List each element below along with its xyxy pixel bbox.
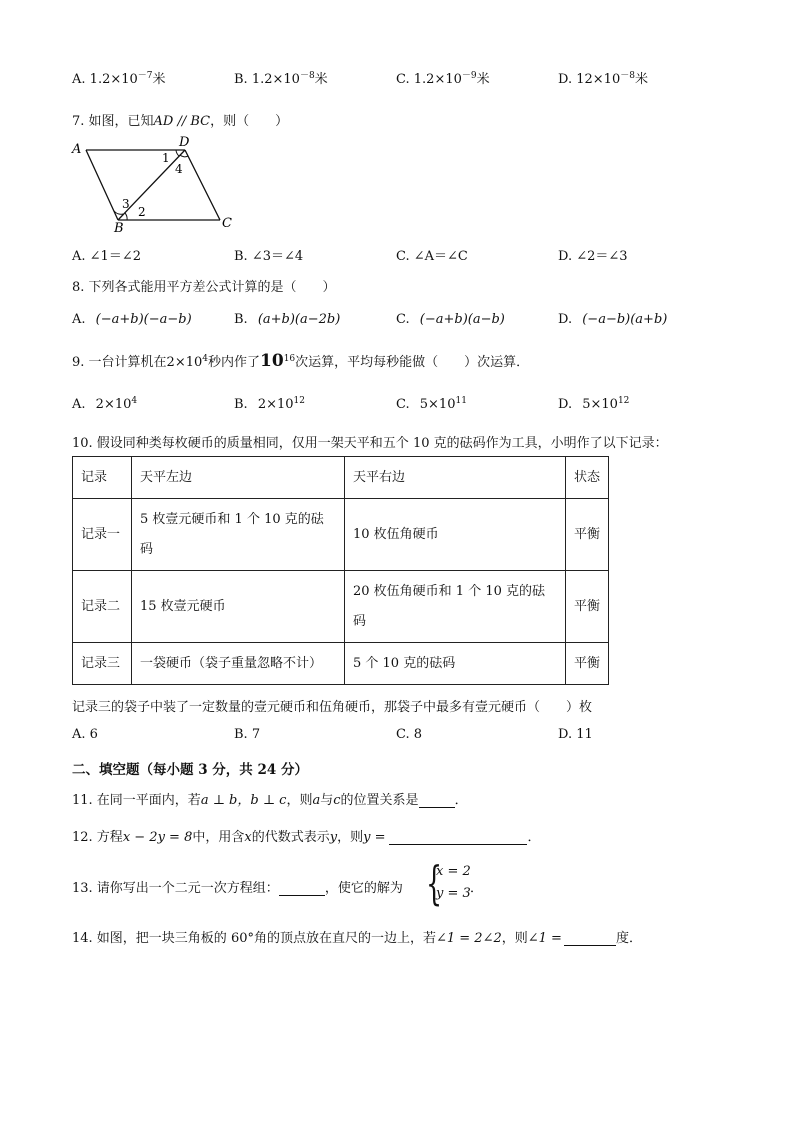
table-cell: 15 枚壹元硬币 <box>132 571 345 643</box>
table-row <box>73 499 609 571</box>
question-11 <box>72 789 468 808</box>
question-text: 7. 如图，已知 <box>72 114 154 129</box>
question-text: 的位置关系是 <box>340 793 419 808</box>
question-text: 13. 请你写出一个二元一次方程组： <box>72 881 279 896</box>
exponent: 11 <box>455 396 467 406</box>
line-ab <box>86 150 118 220</box>
option-d[interactable] <box>558 396 629 412</box>
option-value: 1.2×10 <box>413 72 462 87</box>
table-cell: 平衡 <box>566 571 609 643</box>
unit: 米 <box>634 72 648 87</box>
exponent: －9 <box>461 71 477 81</box>
question-7 <box>72 110 288 129</box>
option-letter: D. <box>558 312 573 327</box>
angle-arc-4 <box>180 155 188 157</box>
math-expression: x − 2y = 8 <box>122 830 193 845</box>
table-cell: 10 枚伍角硬币 <box>345 499 566 571</box>
angle-label-3: 3 <box>122 197 130 211</box>
option-c[interactable] <box>396 312 505 327</box>
question-text: 秒内作了 <box>208 355 261 370</box>
table-header-cell: 状态 <box>566 457 609 499</box>
answer-blank[interactable] <box>389 830 527 845</box>
question-8: 8. 下列各式能用平方差公式计算的是（ ） <box>72 280 336 295</box>
exponent: 16 <box>283 354 296 364</box>
math-expression: y = <box>363 830 386 845</box>
table-header-row <box>73 457 609 499</box>
option-expression: (a+b)(a−2b) <box>257 312 341 327</box>
option-c[interactable]: C. ∠A＝∠C <box>396 249 468 264</box>
math-expression: ∠1 = <box>527 931 562 946</box>
label-a: A <box>72 142 82 157</box>
question-text: 11. 在同一平面内，若 <box>72 793 201 808</box>
unit: 米 <box>476 72 490 87</box>
option-a[interactable] <box>72 312 192 327</box>
solution-system <box>426 856 476 910</box>
table-cell: 记录二 <box>73 571 132 643</box>
option-letter: D. <box>558 72 573 87</box>
exponent: 12 <box>617 396 630 406</box>
section-heading: 二、填空题（每小题 3 分，共 24 分） <box>72 762 308 778</box>
option-letter: C. <box>396 72 410 87</box>
option-value: 12×10 <box>576 72 621 87</box>
angle-arc-2 <box>125 213 127 220</box>
option-expression: (−a+b)(−a−b) <box>95 312 192 327</box>
question-9 <box>72 351 529 371</box>
option-a[interactable] <box>72 68 166 87</box>
option-b[interactable] <box>234 396 305 412</box>
table-header-cell: 天平右边 <box>345 457 566 499</box>
option-b[interactable]: B. 7 <box>234 727 261 742</box>
question-text: ，使它的解为 <box>324 881 403 896</box>
table-cell: 20 枚伍角硬币和 1 个 10 克的砝码 <box>345 571 566 643</box>
option-c[interactable] <box>396 396 467 412</box>
option-d[interactable] <box>558 68 648 87</box>
question-text: ，则 <box>337 830 364 845</box>
option-c[interactable]: C. 8 <box>396 727 423 742</box>
angle-arc-1 <box>176 150 179 156</box>
angle-label-1: 1 <box>162 151 170 165</box>
table-header-cell: 记录 <box>73 457 132 499</box>
table-cell: 一袋硬币（袋子重量忽略不计） <box>132 643 345 685</box>
option-expression: (−a−b)(a+b) <box>582 312 668 327</box>
option-a[interactable] <box>72 396 137 412</box>
option-a[interactable]: A. ∠1＝∠2 <box>72 249 141 264</box>
option-value: 2×10 <box>257 397 294 412</box>
question-13 <box>72 877 403 896</box>
option-expression: (−a+b)(a−b) <box>419 312 505 327</box>
question-text-tail: ，则（ ） <box>210 114 289 129</box>
option-d[interactable]: D. 11 <box>558 727 593 742</box>
exponent: －7 <box>137 71 153 81</box>
parallelogram-figure <box>70 134 245 236</box>
question-text: 与 <box>320 793 334 808</box>
question-text: ，则 <box>286 793 313 808</box>
math-value: 2×10 <box>166 355 203 370</box>
question-text: ，则 <box>501 931 528 946</box>
math-expression: a ⊥ b，b ⊥ c <box>200 793 287 808</box>
math-variable: a <box>312 793 321 808</box>
angle-label-4: 4 <box>175 162 183 176</box>
option-letter: D. <box>558 397 573 412</box>
math-value: 10 <box>260 351 284 371</box>
table-cell: 记录一 <box>73 499 132 571</box>
option-c[interactable] <box>396 68 490 87</box>
option-letter: A. <box>72 397 86 412</box>
angle-label-2: 2 <box>138 205 146 219</box>
exponent: －8 <box>299 71 315 81</box>
math-expression: ∠1 = 2∠2 <box>435 931 502 946</box>
table-cell: 平衡 <box>566 499 609 571</box>
answer-blank[interactable] <box>564 931 616 946</box>
label-b: B <box>114 221 124 236</box>
option-letter: C. <box>396 397 410 412</box>
question-12 <box>72 826 541 845</box>
label-d: D <box>179 135 190 150</box>
question-text: 9. 一台计算机在 <box>72 355 167 370</box>
table-header-cell: 天平左边 <box>132 457 345 499</box>
equation-line: y = 3 <box>436 886 471 901</box>
table-cell: 5 枚壹元硬币和 1 个 10 克的砝码 <box>132 499 345 571</box>
question-text: 次运算，平均每秒能做（ ）次运算． <box>295 355 530 370</box>
question-14 <box>72 927 642 946</box>
table-cell: 平衡 <box>566 643 609 685</box>
question-text: 14. 如图，把一块三角板的 60°角的顶点放在直尺的一边上，若 <box>72 931 436 946</box>
answer-blank[interactable] <box>279 881 325 896</box>
punctuation: ． <box>470 881 484 896</box>
question-text: 度． <box>615 931 642 946</box>
math-expression: AD // BC <box>153 114 211 129</box>
line-dc <box>185 150 220 220</box>
punctuation: ． <box>527 830 541 845</box>
question-10-followup: 记录三的袋子中装了一定数量的壹元硬币和伍角硬币，那袋子中最多有壹元硬币（ ）枚 <box>72 700 593 715</box>
brace-icon: { <box>426 856 443 910</box>
math-variable: c <box>333 793 341 808</box>
option-letter: B. <box>234 397 248 412</box>
question-10: 10. 假设同种类每枚硬币的质量相同，仅用一架天平和五个 10 克的砝码作为工具，小明作了以下记录： <box>72 436 668 451</box>
math-variable: x <box>244 830 252 845</box>
option-a[interactable]: A. 6 <box>72 727 98 742</box>
option-value: 1.2×10 <box>89 72 138 87</box>
option-d[interactable]: D. ∠2＝∠3 <box>558 249 628 264</box>
equation-line: x = 2 <box>436 864 471 879</box>
option-letter: A. <box>72 312 86 327</box>
exponent: 12 <box>293 396 305 406</box>
record-table <box>72 456 609 685</box>
exponent: －8 <box>620 71 635 81</box>
option-b[interactable] <box>234 312 340 327</box>
punctuation: ． <box>454 793 468 808</box>
table-row <box>73 571 609 643</box>
unit: 米 <box>152 72 166 87</box>
option-letter: B. <box>234 72 248 87</box>
option-b[interactable]: B. ∠3＝∠4 <box>234 249 304 264</box>
option-value: 2×10 <box>95 397 132 412</box>
option-letter: B. <box>234 312 248 327</box>
option-letter: A. <box>72 72 86 87</box>
question-text: 的代数式表示 <box>251 830 330 845</box>
option-value: 5×10 <box>419 397 456 412</box>
math-variable: y <box>329 830 338 845</box>
label-c: C <box>222 216 232 231</box>
option-letter: C. <box>396 312 410 327</box>
exponent: 4 <box>202 354 208 364</box>
option-d[interactable] <box>558 312 667 327</box>
question-text: 12. 方程 <box>72 830 123 845</box>
option-value: 1.2×10 <box>251 72 300 87</box>
unit: 米 <box>314 72 328 87</box>
table-cell: 记录三 <box>73 643 132 685</box>
answer-blank[interactable] <box>419 793 455 808</box>
option-b[interactable] <box>234 68 328 87</box>
question-text: 中，用含 <box>192 830 245 845</box>
table-cell: 5 个 10 克的砝码 <box>345 643 566 685</box>
option-value: 5×10 <box>582 397 618 412</box>
exponent: 4 <box>131 396 138 406</box>
table-row <box>73 643 609 685</box>
